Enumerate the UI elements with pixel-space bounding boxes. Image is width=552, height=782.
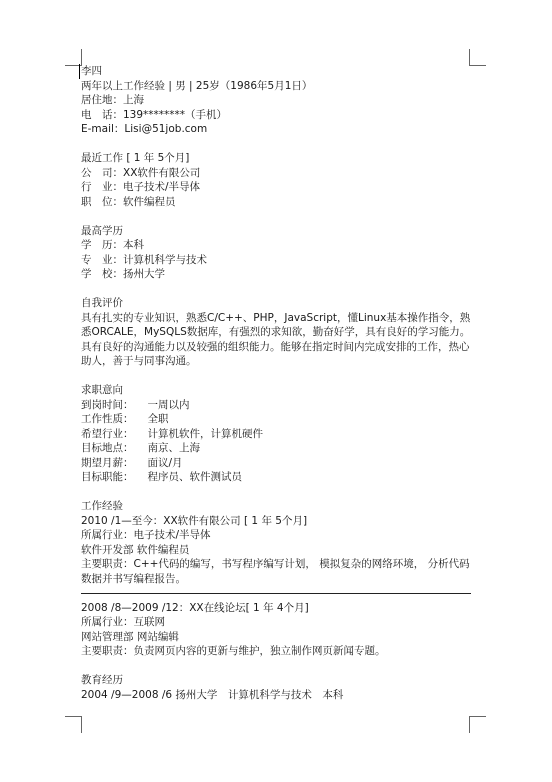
job2-period: 2008 /8—2009 /12：XX在线论坛[ 1 年 4个月] [81, 601, 309, 614]
job-intent-row: 目标地点： 南京、上海 [81, 442, 200, 454]
email: E-mail：Lisi@51job.com [81, 123, 208, 135]
education-row: 2004 /9—2008 /6 扬州大学 计算机科学与技术 本科 [81, 688, 344, 701]
job1-dept: 软件开发部 软件编程员 [81, 543, 190, 556]
section-divider [81, 586, 471, 601]
job2-industry: 所属行业：互联网 [81, 616, 165, 628]
text-cursor [79, 64, 80, 79]
job-intent-row: 期望月薪： 面议/月 [81, 456, 183, 469]
margin-corner-bottom-left [65, 716, 82, 733]
candidate-summary: 两年以上工作经验 | 男 | 25岁（1986年5月1日） [81, 79, 313, 92]
job-intent-row: 希望行业： 计算机软件，计算机硬件 [81, 427, 263, 440]
job1-period: 2010 /1—至今：XX软件有限公司 [ 1 年 5个月] [81, 514, 308, 527]
recent-job-industry: 行 业：电子技术/半导体 [81, 181, 201, 193]
job-intent-row: 目标职能： 程序员、软件测试员 [81, 471, 242, 483]
job2-dept: 网站管理部 网站编辑 [81, 630, 179, 643]
job-intent-row: 到岗时间： 一周以内 [81, 398, 190, 411]
work-heading: 工作经验 [81, 500, 123, 512]
residence: 居住地：上海 [81, 94, 144, 106]
self-eval-text: 具有扎实的专业知识，熟悉C/C++、PHP，JavaScript，懂Linux基本操作指令，熟悉ORCALE，MySQLS数据库，有强烈的求知欲，勤奋好学，具有良好的学习能力。具有良好的沟通能力以及较强的组织能力。能够在指定时间内完成安排的工作，热心助人，善于与同事沟通。 [81, 311, 471, 367]
recent-job-position: 职 位：软件编程员 [81, 195, 176, 208]
margin-corner-top-right [469, 49, 486, 66]
top-education-major: 专 业：计算机科学与技术 [81, 253, 207, 266]
top-education-school: 学 校：扬州大学 [81, 268, 165, 280]
phone: 电 话：139********（手机） [81, 108, 228, 121]
self-eval-heading: 自我评价 [81, 297, 123, 309]
job1-industry: 所属行业：电子技术/半导体 [81, 529, 211, 541]
resume-body[interactable] [81, 64, 471, 702]
top-education-heading: 最高学历 [81, 224, 123, 237]
recent-job-heading: 最近工作 [ 1 年 5个月] [81, 152, 190, 164]
top-education-degree: 学 历：本科 [81, 239, 144, 251]
candidate-name: 李四 [81, 65, 102, 77]
education-heading: 教育经历 [81, 674, 123, 686]
margin-corner-bottom-right [469, 716, 486, 733]
job-intent-heading: 求职意向 [81, 384, 123, 396]
recent-job-company: 公 司：XX软件有限公司 [81, 166, 201, 179]
job2-duties: 主要职责：负责网页内容的更新与维护，独立制作网页新闻专题。 [81, 645, 386, 657]
job1-duties: 主要职责：C++代码的编写，书写程序编写计划， 模拟复杂的网络环境， 分析代码数据并书写编程报告。 [81, 558, 470, 585]
job-intent-row: 工作性质： 全职 [81, 413, 169, 425]
